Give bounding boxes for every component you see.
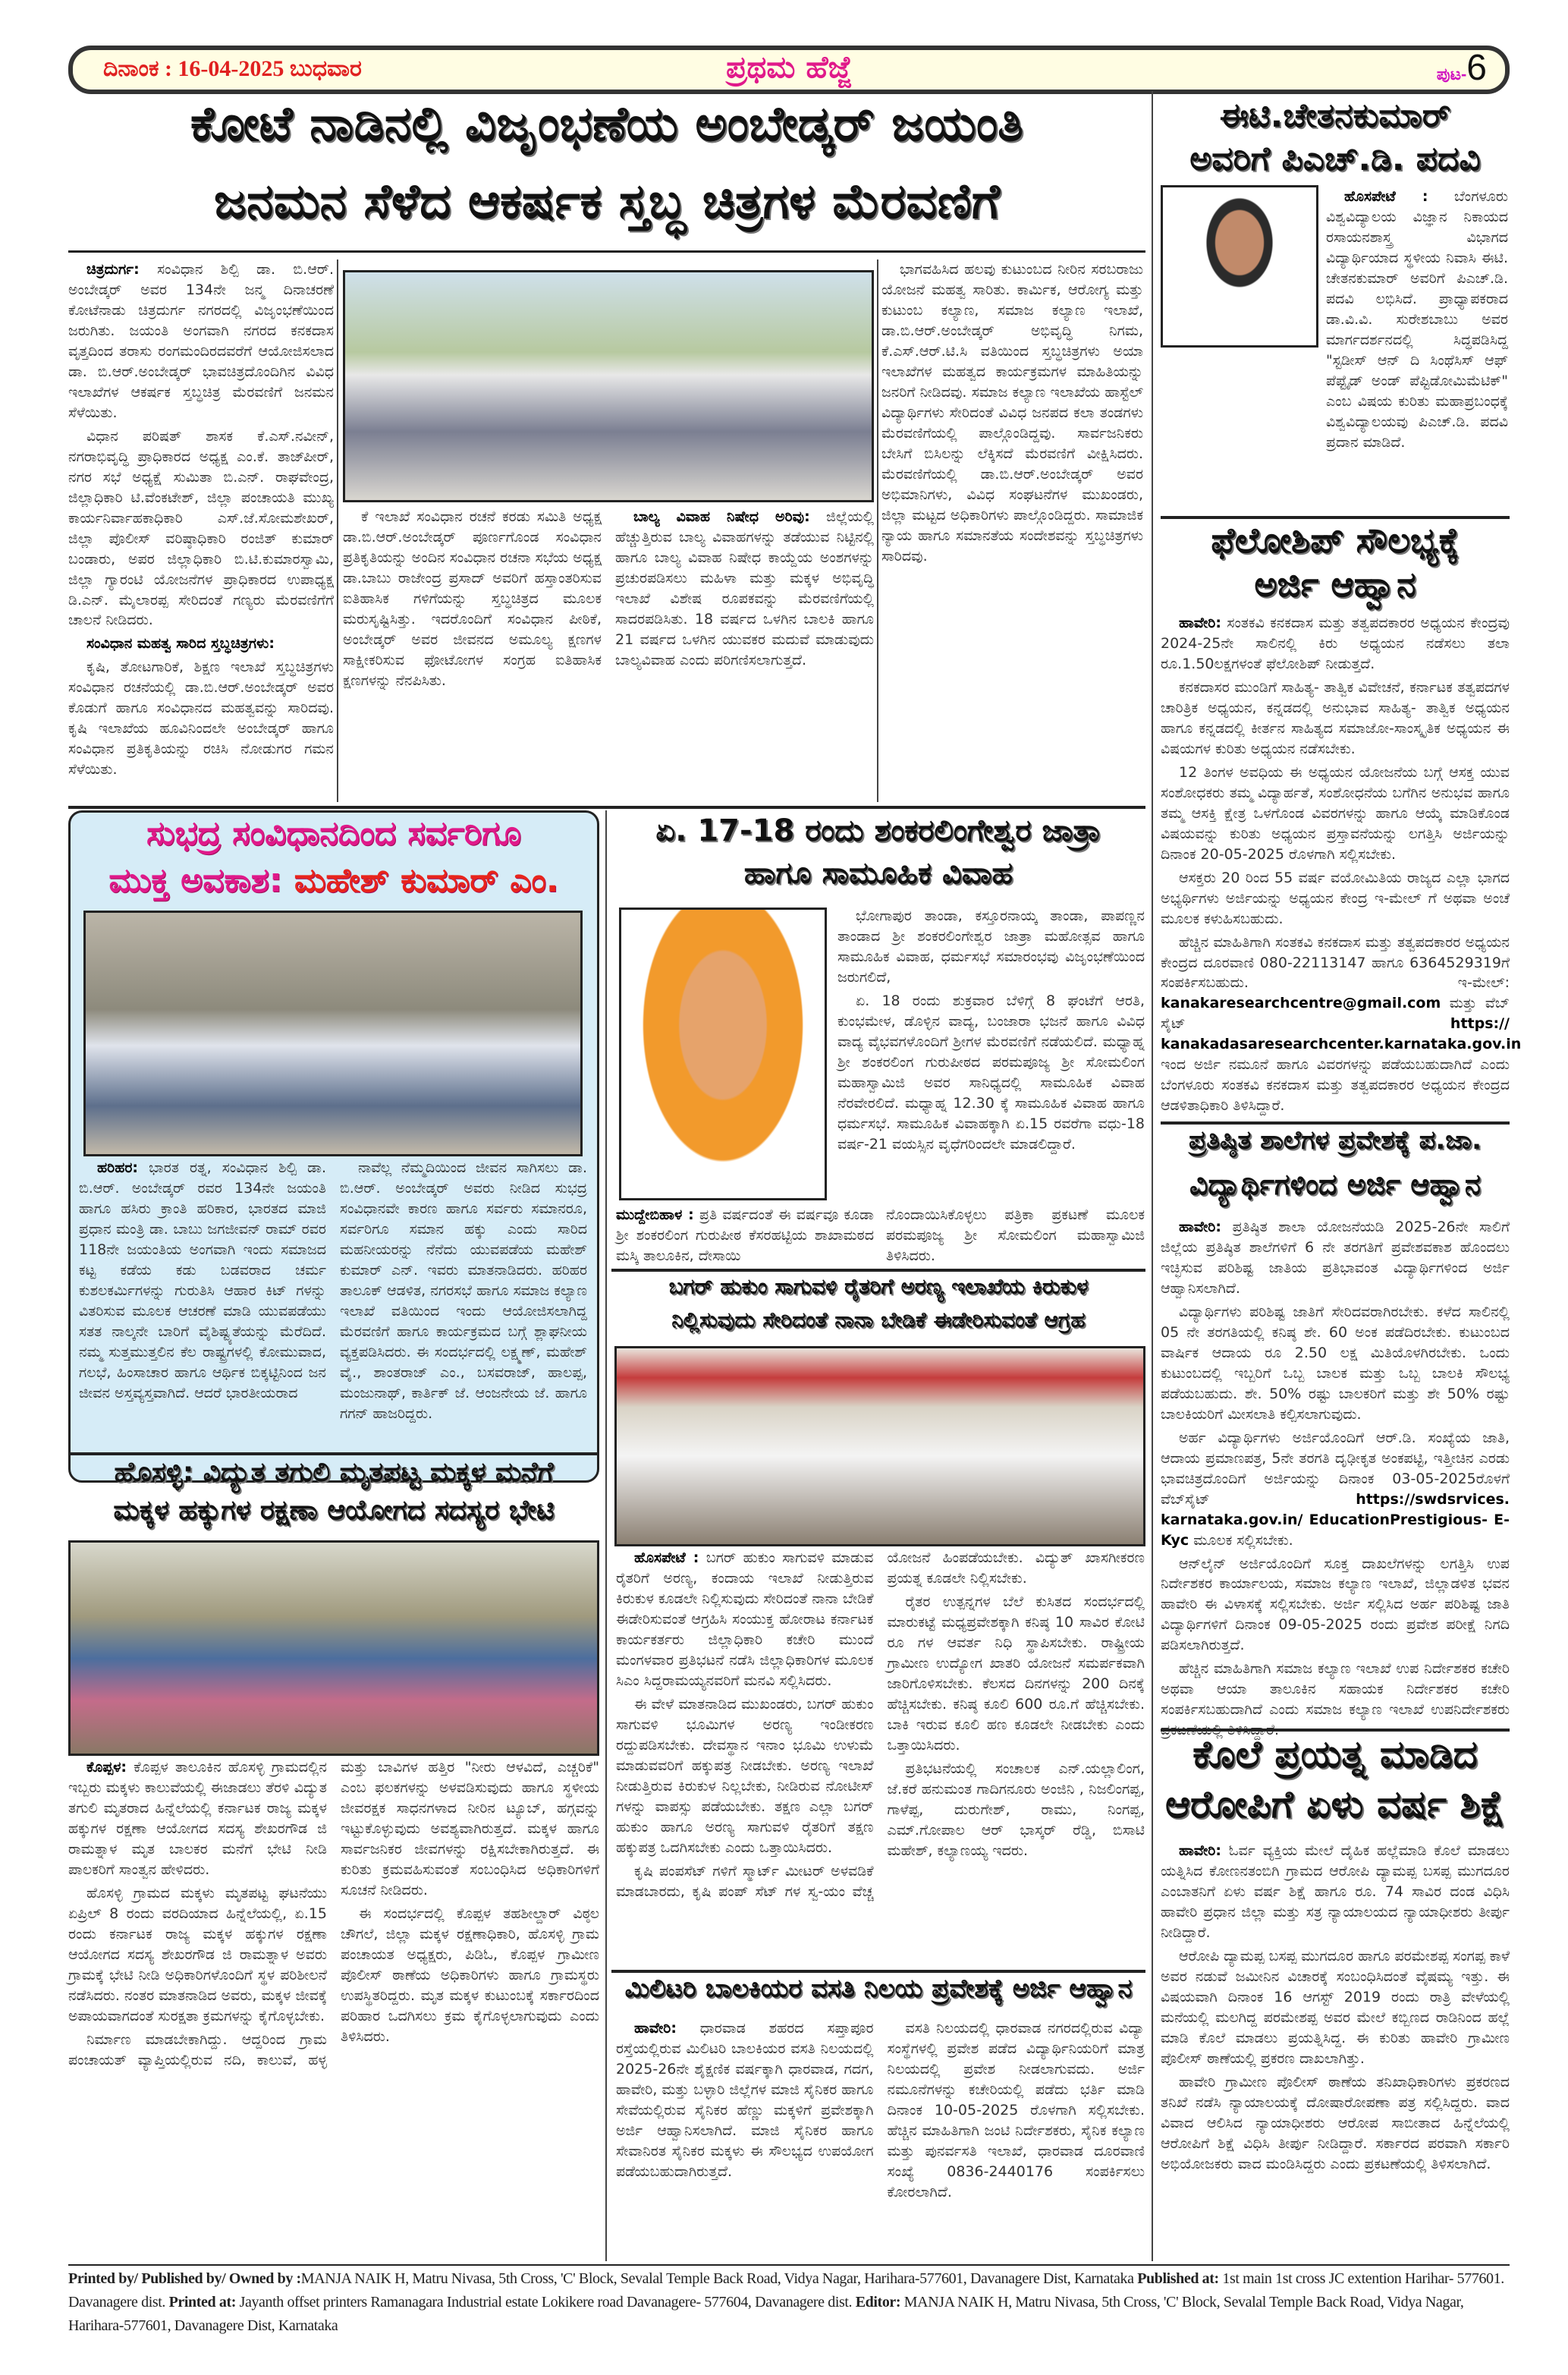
imprint-footer: Printed by/ Published by/ Owned by :MANJA NAIK H, Matru Nivasa, 5th Cross, 'C' Block, Sevalal Temple Back Road, Vidya Nagar, Harihara-577601, Davanagere Dist, Karnataka Published at: 1st main 1st cross JC extention Harihar- 577601. Davanagere dist. Printed at: Jayanth offset printers Ramanagara Industrial estate Lokikere road Davanagere- 577604, Davanagere dist. Editor: MANJA NAIK H, Matru Nivasa, 5th Cross, 'C' Block, Sevalal Temple Back Road, Vidya Nagar, Harihara-577601, Davanagere Dist, Karnataka xyxy=(68,2270,1504,2334)
murder-article: ಹಾವೇರಿ: ಓರ್ವ ವ್ಯಕ್ತಿಯ ಮೇಲೆ ದೈಹಿಕ ಹಲ್ಲೆಮಾಡಿ ಕೊಲೆ ಮಾಡಲು ಯತ್ನಿಸಿದ ಕೋಣನತಂಬಿಗಿ ಗ್ರಾಮದ ಆರೋಪಿ ದ್ಯಾಮಪ್ಪ ಬಸಪ್ಪ ಮುಗದೂರ ಎಂಬಾತನಿಗೆ ಏಳು ವರ್ಷ ಶಿಕ್ಷೆ ಹಾಗೂ ರೂ. 74 ಸಾವಿರ ದಂಡ ವಿಧಿಸಿ ಹಾವೇರಿ ಪ್ರಧಾನ ಜಿಲ್ಲಾ ಮತ್ತು ಸತ್ರ ನ್ಯಾಯಾಲಯದ ನ್ಯಾಯಾಧೀಶರು ತೀರ್ಪು ನೀಡಿದ್ದಾರೆ. ಆರೋಪಿ ದ್ಯಾಮಪ್ಪ ಬಸಪ್ಪ ಮುಗದೂರ ಹಾಗೂ ಪರಮೇಶಪ್ಪ ಸಂಗಪ್ಪ ಕಾಳೆ ಅವರ ನಡುವೆ ಜಮೀನಿನ ವಿಚಾರಕ್ಕೆ ಸಂಬಂಧಿಸಿದಂತೆ ವೈಷಮ್ಯ ಇತ್ತು. ಈ ವಿಷಯವಾಗಿ ದಿನಾಂಕ 16 ಆಗಸ್ಟ್ 2019 ರಂದು ರಾತ್ರಿ ವೇಳೆಯಲ್ಲಿ ಮನೆಯಲ್ಲಿ ಮಲಗಿದ್ದ ಪರಮೇಶಪ್ಪ ಅವರ ಮೇಲೆ ಕಬ್ಬಿಣದ ರಾಡಿನಿಂದ ಹಲ್ಲೆ ಮಾಡಿ ಕೊಲೆ ಮಾಡಲು ಪ್ರಯತ್ನಿಸಿದ್ದ. ಈ ಕುರಿತು ಹಾವೇರಿ ಗ್ರಾಮೀಣ ಪೊಲೀಸ್ ಠಾಣೆಯಲ್ಲಿ ಪ್ರಕರಣ ದಾಖಲಾಗಿತ್ತು. ಹಾವೇರಿ ಗ್ರಾಮೀಣ ಪೊಲೀಸ್ ಠಾಣೆಯ ತನಿಖಾಧಿಕಾರಿಗಳು ಪ್ರಕರಣದ ತನಿಖೆ ನಡೆಸಿ ನ್ಯಾಯಾಲಯಕ್ಕೆ ದೋಷಾರೋಪಣಾ ಪತ್ರ ಸಲ್ಲಿಸಿದ್ದರು. ವಾದ ವಿವಾದ ಆಲಿಸಿದ ನ್ಯಾಯಾಧೀಶರು ಆರೋಪ ಸಾಬೀತಾದ ಹಿನ್ನೆಲೆಯಲ್ಲಿ ಆರೋಪಿಗೆ ಶಿಕ್ಷೆ ವಿಧಿಸಿ ತೀರ್ಪು ನೀಡಿದ್ದಾರೆ. ಸರ್ಕಾರದ ಪರವಾಗಿ ಸರ್ಕಾರಿ ಅಭಿಯೋಜಕರು ವಾದ ಮಂಡಿಸಿದ್ದರು ಎಂದು ಪ್ರಕಟಣೆಯಲ್ಲಿ ತಿಳಿಸಲಾಗಿದೆ. xyxy=(1161,1842,1510,2172)
masthead: ಪ್ರಥಮ ಹೆಜ್ಜೆ xyxy=(726,50,852,85)
murder-headline-2: ಆರೋಪಿಗೆ ಏಳು ವರ್ಷ ಶಿಕ್ಷೆ xyxy=(1164,1782,1506,1826)
column-divider xyxy=(605,810,607,2261)
jatre-article: ಭೋಗಾಪುರ ತಾಂಡಾ, ಕಸ್ತೂರನಾಯ್ಕ ತಾಂಡಾ, ಪಾಪಣ್ಣನ ತಾಂಡಾದ ಶ್ರೀ ಶಂಕರಲಿಂಗೇಶ್ವರ ಜಾತ್ರಾ ಮಹೋತ್ಸವ ಹಾಗೂ ಸಾಮೂಹಿಕ ವಿವಾಹ, ಧರ್ಮಸಭೆ ಸಮಾರಂಭವು ವಿಜೃಂಭಣೆಯಿಂದ ಜರುಗಲಿದೆ, ಏ. 18 ರಂದು ಶುಕ್ರವಾರ ಬೆಳಿಗ್ಗೆ 8 ಘಂಟೆಗೆ ಆರತಿ, ಕುಂಭಮೇಳ, ಡೊಳ್ಳಿನ ವಾದ್ಯ, ಬಂಜಾರಾ ಭಜನೆ ಹಾಗೂ ವಿವಿಧ ವಾದ್ಯ ವೈಭವಗಳೊಂದಿಗೆ ಶ್ರೀಗಳ ಮೆರವಣಿಗೆ ನಡೆಯಲಿದೆ. ಮಧ್ಯಾಹ್ನ ಶ್ರೀ ಶಂಕರಲಿಂಗ ಗುರುಪೀಠದ ಪರಮಪೂಜ್ಯ ಶ್ರೀ ಸೋಮಲಿಂಗ ಮಹಾಸ್ವಾಮಿಜಿ ಅವರ ಸಾನಿಧ್ಯದಲ್ಲಿ ಸಾಮೂಹಿಕ ವಿವಾಹ ನೆರವೇರಲಿದೆ. ಮಧ್ಯಾಹ್ನ 12.30 ಕ್ಕೆ ಸಾಮೂಹಿಕ ವಿವಾಹ ಹಾಗೂ ಧರ್ಮಸಭೆ. ಸಾಮೂಹಿಕ ವಿವಾಹಕ್ಕಾಗಿ ಏ.15 ರವರೆಗಾ ವಧು-18 ವರ್ಷ-21 ವಯಸ್ಸಿನ ವೃಧೆಗರಿಂದಲೇ ಮಾಡಲಿದ್ದಾರೆ. xyxy=(837,908,1145,1153)
swamiji-portrait-photo xyxy=(619,908,827,1200)
lead-headline-2: ಜನಮನ ಸೆಳೆದ ಆಕರ್ಷಕ ಸ್ತಬ್ಧ ಚಿತ್ರಗಳ ಮೆರವಣಿಗೆ xyxy=(214,174,1000,230)
divider xyxy=(1161,1121,1510,1125)
bagar-headline-2: ನಿಲ್ಲಿಸುವುದು ಸೇರಿದಂತೆ ನಾನಾ ಬೇಡಿಕೆ ಈಡೇರಿಸುವಂತೆ ಆಗ್ರಹ xyxy=(671,1307,1086,1332)
fellowship-headline-2: ಅರ್ಜಿ ಆಹ್ವಾನ xyxy=(1254,564,1416,605)
column-divider xyxy=(877,260,878,802)
constitution-headline-2: ಮುಕ್ತ ಅವಕಾಶ: ಮಹೇಶ್ ಕುಮಾರ್ ಎಂ. xyxy=(108,861,559,900)
jatre-headline-2: ಹಾಗೂ ಸಾಮೂಹಿಕ ವಿವಾಹ xyxy=(743,856,1013,891)
divider xyxy=(68,2264,1510,2266)
bagar-headline-1: ಬಗರ್ ಹುಕುಂ ಸಾಗುವಳಿ ರೈತರಿಗೆ ಅರಣ್ಯ ಇಲಾಖೆಯ ಕಿರುಕುಳ xyxy=(668,1274,1089,1299)
phd-article: ಹೊಸಪೇಟೆ : ಬೆಂಗಳೂರು ವಿಶ್ವವಿದ್ಯಾಲಯ ವಿಜ್ಞಾನ ನಿಕಾಯದ ರಸಾಯನಶಾಸ್ತ್ರ ವಿಭಾಗದ ವಿದ್ಯಾರ್ಥಿಯಾದ ಸ್ಥಳೀಯ ನಿವಾಸಿ ಈಟಿ. ಚೇತನಕುಮಾರ್ ಅವರಿಗೆ ಪಿಎಚ್.ಡಿ. ಪದವಿ ಲಭಿಸಿದೆ. ಪ್ರಾಧ್ಯಾಪಕರಾದ ಡಾ.ವಿ.ವಿ. ಸುರೇಶಬಾಬು ಅವರ ಮಾರ್ಗದರ್ಶನದಲ್ಲಿ ಸಿದ್ಧಪಡಿಸಿದ್ದ "ಸ್ಟಡೀಸ್ ಆನ್ ದಿ ಸಿಂಥೆಸಿಸ್ ಆಫ್ ಪೆಪ್ಟೈಡ್ ಅಂಡ್ ಪೆಪ್ಟಿಡೋಮಿಮೆಟಿಕ್" ಎಂಬ ವಿಷಯ ಕುರಿತು ಮಹಾಪ್ರಬಂಧಕ್ಕೆ ವಿಶ್ವವಿದ್ಯಾಲಯವು ಪಿಎಚ್.ಡಿ. ಪದವಿ ಪ್ರದಾನ ಮಾಡಿದೆ. xyxy=(1326,188,1509,451)
lead-headline-1: ಕೋಟೆ ನಾಡಿನಲ್ಲಿ ವಿಜೃಂಭಣೆಯ ಅಂಬೇಡ್ಕರ್ ಜಯಂತಿ xyxy=(190,96,1024,153)
issue-date: ದಿನಾಂಕ : 16-04-2025 ಬುಧವಾರ xyxy=(103,56,362,81)
farmers-protest-photo xyxy=(614,1346,1145,1546)
fellowship-email[interactable]: kanakaresearchcentre@gmail.com xyxy=(1161,995,1441,1012)
fellowship-article: ಹಾವೇರಿ: ಸಂತಕವಿ ಕನಕದಾಸ ಮತ್ತು ತತ್ವಪದಕಾರರ ಅಧ್ಯಯನ ಕೇಂದ್ರವು 2024-25ನೇ ಸಾಲಿನಲ್ಲಿ ಕಿರು ಅಧ್ಯಯನ ನಡೆಸಲು ತಲಾ ರೂ.1.50ಲಕ್ಷಗಳಂತೆ ಫೆಲೋಶಿಪ್ ನೀಡುತ್ತದೆ. ಕನಕದಾಸರ ಮುಂಡಿಗೆ ಸಾಹಿತ್ಯ- ತಾತ್ವಿಕ ವಿವೇಚನೆ, ಕರ್ನಾಟಕ ತತ್ವಪದಗಳ ಚಾರಿತ್ರಿಕ ಅಧ್ಯಯನ, ಕನ್ನಡದಲ್ಲಿ ಅನುಭಾವ ಸಾಹಿತ್ಯ- ತಾತ್ವಿಕ ಅಧ್ಯಯನ ಹಾಗೂ ಕನ್ನಡದಲ್ಲಿ ಕೀರ್ತನ ಸಾಹಿತ್ಯದ ಸಮಾಜೋ-ಸಾಂಸ್ಕೃತಿಕ ಅಧ್ಯಯನ ಈ ವಿಷಯಗಳ ಕುರಿತು ಅಧ್ಯಯನ ನಡೆಸಬೇಕು. 12 ತಿಂಗಳ ಅವಧಿಯ ಈ ಅಧ್ಯಯನ ಯೋಜನೆಯ ಬಗ್ಗೆ ಆಸಕ್ತ ಯುವ ಸಂಶೋಧಕರು ತಮ್ಮ ವಿದ್ಯಾರ್ಹತೆ, ಸಂಶೋಧನೆಯ ಬಗೆಗಿನ ಅನುಭವ ಹಾಗೂ ತಮ್ಮ ಆಸಕ್ತಿ ಕ್ಷೇತ್ರ ಒಳಗೊಂಡ ವಿವರಗಳನ್ನು ಹಾಗೂ ಆಯ್ಕೆ ಮಾಡಿಕೊಂಡ ವಿಷಯವನ್ನು ಕುರಿತು ಅಧ್ಯಯನ ಪ್ರಸ್ತಾವನೆಯನ್ನು ಲಗತ್ತಿಸಿ ಅರ್ಜಿಯನ್ನು ದಿನಾಂಕ 20-05-2025 ರೊಳಗಾಗಿ ಸಲ್ಲಿಸಬೇಕು. ಆಸಕ್ತರು 20 ರಿಂದ 55 ವರ್ಷ ವಯೋಮಿತಿಯ ರಾಜ್ಯದ ಎಲ್ಲಾ ಭಾಗದ ಅಭ್ಯರ್ಥಿಗಳು ಅರ್ಜಿಯನ್ನು ಅಧ್ಯಯನ ಕೇಂದ್ರ ಇ-ಮೇಲ್ ಗೆ ಅಥವಾ ಅಂಚೆ ಮೂಲಕ ಕಳುಹಿಸಬಹುದು. ಹೆಚ್ಚಿನ ಮಾಹಿತಿಗಾಗಿ ಸಂತಕವಿ ಕನಕದಾಸ ಮತ್ತು ತತ್ವಪದಕಾರರ ಅಧ್ಯಯನ ಕೇಂದ್ರದ ದೂರವಾಣಿ 080-22113147 ಹಾಗೂ 6364529319ಗೆ ಸಂಪರ್ಕಿಸಬಹುದು. ಇ-ಮೇಲ್: kanakaresearchcentre@gmail.com ಮತ್ತು ವೆಬ್ ಸೈಟ್ https:// kanakadasaresearchcenter.karnataka.gov.in ಇಂದ ಅರ್ಜಿ ನಮೂನೆ ಹಾಗೂ ವಿವರಗಳನ್ನು ಪಡೆಯಬಹುದಾಗಿದೆ ಎಂದು ಬೆಂಗಳೂರು ಸಂತಕವಿ ಕನಕದಾಸ ಮತ್ತು ತತ್ವಪದಕಾರರ ಅಧ್ಯಯನ ಕೇಂದ್ರದ ಆಡಳಿತಾಧಿಕಾರಿ ತಿಳಿಸಿದ್ದಾರೆ. xyxy=(1161,615,1522,1115)
page-header xyxy=(68,46,1510,94)
column-divider xyxy=(1152,91,1153,2261)
column-divider xyxy=(337,260,338,802)
murder-headline-1: ಕೊಲೆ ಪ್ರಯತ್ನ ಮಾಡಿದ xyxy=(1192,1732,1478,1776)
page-label: ಪುಟ- xyxy=(1436,64,1467,83)
phd-headline-1: ಈಟಿ.ಚೇತನಕುಮಾರ್ xyxy=(1219,96,1451,135)
constitution-article: ಹರಿಹರ: ಭಾರತ ರತ್ನ, ಸಂವಿಧಾನ ಶಿಲ್ಪಿ ಡಾ. ಬಿ.ಆರ್. ಅಂಬೇಡ್ಕರ್ ರವರ 134ನೇ ಜಯಂತಿ ಹಾಗೂ ಹಸಿರು ಕ್ರಾಂತಿ ಹರಿಕಾರ, ಭಾರತದ ಮಾಜಿ ಪ್ರಧಾನ ಮಂತ್ರಿ ಡಾ. ಬಾಬು ಜಗಜೀವನ್ ರಾಮ್ ರವರ 118ನೇ ಜಯಂತಿಯ ಅಂಗವಾಗಿ ಇಂದು ಸಮಾಜದ ಕಟ್ಟ ಕಡೆಯ ಕಡು ಬಡವರಾದ ಚರ್ಮ ಕುಶಲಕರ್ಮಿಗಳನ್ನು ಗುರುತಿಸಿ ಆಹಾರ ಕಿಟ್ ಗಳನ್ನು ವಿತರಿಸುವ ಮೂಲಕ ಆಚರಣೆ ಮಾಡಿ ಯುವಪಡೆಯು ಸತತ ನಾಲ್ಕನೇ ಬಾರಿಗೆ ವೈಶಿಷ್ಟ್ಯತೆಯನ್ನು ಮೆರೆದಿದೆ. ನಮ್ಮ ಸುತ್ತಮುತ್ತಲಿನ ಕೆಲ ರಾಷ್ಟ್ರಗಳಲ್ಲಿ ಕೋಮುವಾದ, ಗಲಭೆ, ಹಿಂಸಾಚಾರ ಹಾಗೂ ಆರ್ಥಿಕ ಬಿಕ್ಕಟ್ಟಿನಿಂದ ಜನ ಜೀವನ ಅಸ್ತವ್ಯಸ್ತವಾಗಿದೆ. ಆದರೆ ಭಾರತೀಯರಾದ ನಾವೆಲ್ಲ ನೆಮ್ಮದಿಯಿಂದ ಜೀವನ ಸಾಗಿಸಲು ಡಾ. ಬಿ.ಆರ್. ಅಂಬೇಡ್ಕರ್ ಅವರು ನೀಡಿದ ಸುಭದ್ರ ಸಂವಿಧಾನವೇ ಕಾರಣ ಹಾಗೂ ಸರ್ವರು ಸಮಾನರೂ, ಸರ್ವರಿಗೂ ಸಮಾನ ಹಕ್ಕು ಎಂದು ಸಾರಿದ ಮಹನೀಯರನ್ನು ನೆನೆದು ಯುವಪಡೆಯ ಮಹೇಶ್ ಕುಮಾರ್ ಎನ್. ಇವರು ಮಾತನಾಡಿದರು. ಹರಿಹರ ತಾಲೂಕ್ ಆಡಳಿತ, ನಗರಸಭೆ ಹಾಗೂ ಸಮಾಜ ಕಲ್ಯಾಣ ಇಲಾಖೆ ವತಿಯಿಂದ ಇಂದು ಆಯೋಜಿಸಲಾಗಿದ್ದ ಮೆರವಣಿಗೆ ಹಾಗೂ ಕಾರ್ಯಕ್ರಮದ ಬಗ್ಗೆ ಶ್ಲಾಘನೀಯ ವ್ಯಕ್ತಪಡಿಸಿದರು. ಈ ಸಂದರ್ಭದಲ್ಲಿ ಲಕ್ಷ್ಮಣ್, ಮಹೇಶ್ ವೈ., ಶಾಂತರಾಜ್ ಎಂ., ಬಸವರಾಜ್, ಹಾಲಪ್ಪ, ಮಂಜುನಾಥ್, ಕಾರ್ತಿಕ್ ಜೆ. ಆಂಜನೇಯ ಜೆ. ಹಾಗೂ ಗಗನ್ ಹಾಜರಿದ್ದರು. xyxy=(79,1159,587,1422)
hosalli-headline-1: ಹೊಸಳ್ಳಿ: ವಿದ್ಯುತ ತಗುಲಿ ಮೃತಪಟ್ಟ ಮಕ್ಕಳ ಮನೆಗೆ xyxy=(114,1457,554,1488)
military-article: ಹಾವೇರಿ: ಧಾರವಾಡ ಶಹರದ ಸಪ್ತಾಪೂರ ರಸ್ತೆಯಲ್ಲಿರುವ ಮಿಲಿಟರಿ ಬಾಲಕಿಯರ ವಸತಿ ನಿಲಯದಲ್ಲಿ 2025-26ನೇ ಶೈಕ್ಷಣಿಕ ವರ್ಷಕ್ಕಾಗಿ ಧಾರವಾಡ, ಗದಗ, ಹಾವೇರಿ, ಮತ್ತು ಬಳ್ಳಾರಿ ಜಿಲ್ಲೆಗಳ ಮಾಜಿ ಸೈನಿಕರ ಹಾಗೂ ಸೇವೆಯಲ್ಲಿರುವ ಸೈನಿಕರ ಹೆಣ್ಣು ಮಕ್ಕಳಿಗೆ ಪ್ರವೇಶಕ್ಕಾಗಿ ಅರ್ಜಿ ಆಹ್ವಾನಿಸಲಾಗಿದೆ. ಮಾಜಿ ಸೈನಿಕರ ಹಾಗೂ ಸೇವಾನಿರತ ಸೈನಿಕರ ಮಕ್ಕಳು ಈ ಸೌಲಭ್ಯದ ಉಪಯೋಗ ಪಡೆಯಬಹುದಾಗಿರುತ್ತದೆ. ವಸತಿ ನಿಲಯದಲ್ಲಿ ಧಾರವಾಡ ನಗರದಲ್ಲಿರುವ ವಿದ್ಯಾ ಸಂಸ್ಥೆಗಳಲ್ಲಿ ಪ್ರವೇಶ ಪಡೆದ ವಿದ್ಯಾರ್ಥಿನಿಯರಿಗೆ ಮಾತ್ರ ನಿಲಯದಲ್ಲಿ ಪ್ರವೇಶ ನೀಡಲಾಗುವದು. ಅರ್ಜಿ ನಮೂನೆಗಳನ್ನು ಕಚೇರಿಯಲ್ಲಿ ಪಡೆದು ಭರ್ತಿ ಮಾಡಿ ದಿನಾಂಕ 10-05-2025 ರೊಳಗಾಗಿ ಸಲ್ಲಿಸಬೇಕು. ಹೆಚ್ಚಿನ ಮಾಹಿತಿಗಾಗಿ ಜಂಟಿ ನಿರ್ದೇಶಕರು, ಸೈನಿಕ ಕಲ್ಯಾಣ ಮತ್ತು ಪುನರ್ವಸತಿ ಇಲಾಖೆ, ಧಾರವಾಡ ದೂರವಾಣಿ ಸಂಖ್ಯೆ 0836-2440176 ಸಂಪರ್ಕಿಸಲು ಕೋರಲಾಗಿದೆ. xyxy=(616,2020,1145,2200)
fellowship-website-link[interactable]: https:// kanakadasaresearchcenter.karnataka.gov.in xyxy=(1161,1015,1522,1053)
divider xyxy=(1161,516,1510,519)
school-headline-1: ಪ್ರತಿಷ್ಠಿತ ಶಾಲೆಗಳ ಪ್ರವೇಶಕ್ಕೆ ಪ.ಜಾ. xyxy=(1188,1125,1482,1156)
fellowship-headline-1: ಫೆಲೋಶಿಪ್ ಸೌಲಭ್ಯಕ್ಕೆ xyxy=(1211,520,1460,561)
divider xyxy=(1161,1729,1510,1732)
bagar-article: ಹೊಸಪೇಟೆ : ಬಗರ್ ಹುಕುಂ ಸಾಗುವಳಿ ಮಾಡುವ ರೈತರಿಗೆ ಅರಣ್ಯ, ಕಂದಾಯ ಇಲಾಖೆ ನೀಡುತ್ತಿರುವ ಕಿರುಕುಳ ಕೂಡಲೇ ನಿಲ್ಲಿಸುವುದು ಸೇರಿದಂತೆ ನಾನಾ ಬೇಡಿಕೆ ಈಡೇರಿಸುವಂತೆ ಆಗ್ರಹಿಸಿ ಸಂಯುಕ್ತ ಹೋರಾಟ ಕರ್ನಾಟಕ ಕಾರ್ಯಕರ್ತರು ಜಿಲ್ಲಾಧಿಕಾರಿ ಕಚೇರಿ ಮುಂದೆ ಮಂಗಳವಾರ ಪ್ರತಿಭಟನೆ ನಡೆಸಿ ಜಿಲ್ಲಾಧಿಕಾರಿಗಳ ಮೂಲಕ ಸಿಎಂ ಸಿದ್ದರಾಮಯ್ಯನವರಿಗೆ ಮನವಿ ಸಲ್ಲಿಸಿದರು. ಈ ವೇಳೆ ಮಾತನಾಡಿದ ಮುಖಂಡರು, ಬಗರ್ ಹುಕುಂ ಸಾಗುವಳಿ ಭೂಮಿಗಳ ಅರಣ್ಯ ಇಂಡೀಕರಣ ರದ್ದುಪಡಿಸಬೇಕು. ದೇವಸ್ಥಾನ ಇನಾಂ ಭೂಮಿ ಉಳುಮೆ ಮಾಡುವವರಿಗೆ ಹಕ್ಕುಪತ್ರ ನೀಡಬೇಕು. ಅರಣ್ಯ ಇಲಾಖೆ ನೀಡುತ್ತಿರುವ ಕಿರುಕುಳ ನಿಲ್ಲಬೇಕು, ನೀಡಿರುವ ನೋಟೀಸ್ ಗಳನ್ನು ವಾಪಸ್ಸು ಪಡೆಯಬೇಕು. ತಕ್ಷಣ ಎಲ್ಲಾ ಬಗರ್ ಹುಕುಂ ಹಾಗೂ ಅರಣ್ಯ ಸಾಗುವಳಿ ರೈತರಿಗೆ ತಕ್ಷಣ ಹಕ್ಕುಪತ್ರ ಒದಗಿಸಬೇಕು ಎಂದು ಒತ್ತಾಯಿಸಿದರು. ಕೃಷಿ ಪಂಪಸೆಟ್ ಗಳಿಗೆ ಸ್ಮಾರ್ಟ್ ಮೀಟರ್ ಅಳವಡಿಕೆ ಮಾಡಬಾರದು, ಕೃಷಿ ಪಂಪ್ ಸೆಟ್ ಗಳ ಸ್ವ-ಯಂ ವೆಚ್ಚ ಯೋಜನೆ ಹಿಂಪಡೆಯಬೇಕು. ವಿದ್ಯುತ್ ಖಾಸಗೀಕರಣ ಪ್ರಯತ್ನ ಕೂಡಲೇ ನಿಲ್ಲಿಸಬೇಕು. ರೈತರ ಉತ್ಪನ್ನಗಳ ಬೆಲೆ ಕುಸಿತದ ಸಂದರ್ಭದಲ್ಲಿ ಮಾರುಕಟ್ಟೆ ಮಧ್ಯಪ್ರವೇಶಕ್ಕಾಗಿ ಕನಿಷ್ಠ 10 ಸಾವಿರ ಕೋಟಿ ರೂ ಗಳ ಆವರ್ತ ನಿಧಿ ಸ್ಥಾಪಿಸಬೇಕು. ರಾಷ್ಟ್ರೀಯ ಗ್ರಾಮೀಣ ಉದ್ಯೋಗ ಖಾತರಿ ಯೋಜನೆ ಸಮರ್ಪಕವಾಗಿ ಜಾರಿಗೊಳಿಸಬೇಕು. ಕೆಲಸದ ದಿನಗಳನ್ನು 200 ದಿನಕ್ಕೆ ಹೆಚ್ಚಿಸಬೇಕು. ಕನಿಷ್ಠ ಕೂಲಿ 600 ರೂ.ಗೆ ಹೆಚ್ಚಿಸಬೇಕು. ಬಾಕಿ ಇರುವ ಕೂಲಿ ಹಣ ಕೂಡಲೇ ನೀಡಬೇಕು ಎಂದು ಒತ್ತಾಯಿಸಿದರು. ಪ್ರತಿಭಟನೆಯಲ್ಲಿ ಸಂಚಾಲಕ ಎನ್.ಯಲ್ಲಾಲಿಂಗ, ಜೆ.ಕರೆ ಹನುಮಂತ ಗಾದಿಗನೂರು ಅಂಜಿನಿ , ನಿಜಲಿಂಗಪ್ಪ, ಗಾಳೆಪ್ಪ, ದುರುಗೇಶ್, ರಾಮು, ನಿಂಗಪ್ಪ, ಎಮ್.ಗೋಪಾಲ ಆರ್ ಭಾಸ್ಕರ್ ರೆಡ್ಡಿ, ಬಿಸಾಟಿ ಮಹೇಶ್, ಕಲ್ಯಾಣಯ್ಯ ಇದರು. xyxy=(616,1549,1145,1900)
lead-article-cols-2-3: ಕೆ ಇಲಾಖೆ ಸಂವಿಧಾನ ರಚನೆ ಕರಡು ಸಮಿತಿ ಅಧ್ಯಕ್ಷ ಡಾ.ಬಿ.ಆರ್.ಅಂಬೇಡ್ಕರ್ ಪೂರ್ಣಗೊಂಡ ಸಂವಿಧಾನ ಪ್ರತಿಕೃತಿಯನ್ನು ಅಂದಿನ ಸಂವಿಧಾನ ರಚನಾ ಸಭೆಯ ಅಧ್ಯಕ್ಷ ಡಾ.ಬಾಬು ರಾಜೇಂದ್ರ ಪ್ರಸಾದ್ ಅವರಿಗೆ ಹಸ್ತಾಂತರಿಸುವ ಐತಿಹಾಸಿಕ ಗಳಿಗೆಯನ್ನು ಸ್ತಬ್ಧಚಿತ್ರದ ಮೂಲಕ ಮರುಸೃಷ್ಟಿಸಿತ್ತು. ಇದರೊಂದಿಗೆ ಸಂವಿಧಾನ ಪೀಠಿಕೆ, ಅಂಬೇಡ್ಕರ್ ಅವರ ಜೀವನದ ಅಮೂಲ್ಯ ಕ್ಷಣಗಳ ಸಾಕ್ಷೀಕರಿಸುವ ಫೋಟೋಗಳ ಸಂಗ್ರಹ ಐತಿಹಾಸಿಕ ಕ್ಷಣಗಳನ್ನು ನೆನಪಿಸಿತು. ಬಾಲ್ಯ ವಿವಾಹ ನಿಷೇಧ ಅರಿವು: ಜಿಲ್ಲೆಯಲ್ಲಿ ಹೆಚ್ಚುತ್ತಿರುವ ಬಾಲ್ಯ ವಿವಾಹಗಳನ್ನು ತಡೆಯುವ ನಿಟ್ಟಿನಲ್ಲಿ ಹಾಗೂ ಬಾಲ್ಯ ವಿವಾಹ ನಿಷೇಧ ಕಾಯ್ದೆಯ ಅಂಶಗಳನ್ನು ಪ್ರಚುರಪಡಿಸಲು ಮಹಿಳಾ ಮತ್ತು ಮಕ್ಕಳ ಅಭಿವೃದ್ಧಿ ಇಲಾಖೆ ವಿಶೇಷ ರೂಪಕವನ್ನು ಮೆರವಣಿಗೆಯಲ್ಲಿ ಸಾದರಪಡಿಸಿತು. 18 ವರ್ಷದ ಒಳಗಿನ ಬಾಲಕಿ ಹಾಗೂ 21 ವರ್ಷದ ಒಳಗಿನ ಯುವಕರ ಮದುವೆ ಮಾಡುವುದು ಬಾಲ್ಯವಿವಾಹ ಎಂದು ಪರಿಗಣಿಸಲಾಗುತ್ತದೆ. xyxy=(343,508,875,689)
food-kit-distribution-photo xyxy=(83,911,583,1156)
divider xyxy=(68,1452,599,1455)
jatre-caption-col-2: ನೊಂದಾಯಿಸಿಕೊಳ್ಳಲು ಪತ್ರಿಕಾ ಪ್ರಕಟಣೆ ಮೂಲಕ ಪರಮಪೂಜ್ಯ ಶ್ರೀ ಸೋಮಲಿಂಗ ಮಹಾಸ್ವಾಮಿಜಿ ತಿಳಿಸಿದರು. xyxy=(886,1206,1145,1264)
lead-article-col-1: ಚಿತ್ರದುರ್ಗ: ಸಂವಿಧಾನ ಶಿಲ್ಪಿ ಡಾ. ಬಿ.ಆರ್. ಅಂಬೇಡ್ಕರ್ ಅವರ 134ನೇ ಜನ್ಮ ದಿನಾಚರಣೆ ಕೋಟೆನಾಡು ಚಿತ್ರದುರ್ಗ ನಗರದಲ್ಲಿ ವಿಜೃಂಭಣೆಯಿಂದ ಜರುಗಿತು. ಜಯಂತಿ ಅಂಗವಾಗಿ ನಗರದ ಕನಕದಾಸ ವೃತ್ತದಿಂದ ತರಾಸು ರಂಗಮಂದಿರದವರೆಗೆ ಆಯೋಜಿಸಲಾದ ಡಾ. ಬಿ.ಆರ್.ಅಂಬೇಡ್ಕರ್ ಭಾವಚಿತ್ರದೊಂದಿಗಿನ ವಿವಿಧ ಇಲಾಖೆಗಳ ಆಕರ್ಷಕ ಸ್ತಬ್ಧಚಿತ್ರ ಮೆರವಣಿಗೆ ಜನಮನ ಸೆಳೆಯಿತು. ವಿಧಾನ ಪರಿಷತ್ ಶಾಸಕ ಕೆ.ಎಸ್.ನವೀನ್, ನಗರಾಭಿವೃದ್ಧಿ ಪ್ರಾಧಿಕಾರದ ಅಧ್ಯಕ್ಷ ಎಂ.ಕೆ. ತಾಜ್‍ಪೀರ್, ನಗರ ಸಭೆ ಅಧ್ಯಕ್ಷೆ ಸುಮಿತಾ ಬಿ.ಎನ್. ರಾಘವೇಂದ್ರ, ಜಿಲ್ಲಾಧಿಕಾರಿ ಟಿ.ವೆಂಕಟೇಶ್, ಜಿಲ್ಲಾ ಪಂಚಾಯತಿ ಮುಖ್ಯ ಕಾರ್ಯನಿರ್ವಾಹಕಾಧಿಕಾರಿ ಎಸ್.ಜೆ.ಸೋಮಶೇಖರ್, ಜಿಲ್ಲಾ ಪೊಲೀಸ್ ವರಿಷ್ಠಾಧಿಕಾರಿ ರಂಜಿತ್ ಕುಮಾರ್ ಬಂಡಾರು, ಅಪರ ಜಿಲ್ಲಾಧಿಕಾರಿ ಬಿ.ಟಿ.ಕುಮಾರಸ್ವಾಮಿ, ಜಿಲ್ಲಾ ಗ್ಯಾರಂಟಿ ಯೋಜನೆಗಳ ಪ್ರಾಧಿಕಾರದ ಉಪಾಧ್ಯಕ್ಷ ಡಿ.ಎನ್. ಮೈಲಾರಪ್ಪ ಸೇರಿದಂತೆ ಗಣ್ಯರು ಮೆರವಣಿಗೆಗೆ ಚಾಲನೆ ನೀಡಿದರು. ಸಂವಿಧಾನ ಮಹತ್ವ ಸಾರಿದ ಸ್ತಬ್ಧಚಿತ್ರಗಳು: ಕೃಷಿ, ತೋಟಗಾರಿಕೆ, ಶಿಕ್ಷಣ ಇಲಾಖೆ ಸ್ತಬ್ಧಚಿತ್ರಗಳು ಸಂವಿಧಾನ ರಚನೆಯಲ್ಲಿ ಡಾ.ಬಿ.ಆರ್.ಅಂಬೇಡ್ಕರ್ ಅವರ ಕೊಡುಗೆ ಹಾಗೂ ಸಂವಿಧಾನದ ಮಹತ್ವವನ್ನು ಸಾರಿದವು. ಕೃಷಿ ಇಲಾಖೆಯ ಹೂವಿನಿಂದಲೇ ಅಂಬೇಡ್ಕರ್ ಹಾಗೂ ಸಂವಿಧಾನ ಪ್ರತಿಕೃತಿಯನ್ನು ರಚಿಸಿ ನೋಡುಗರ ಗಮನ ಸೆಳೆಯಿತು. xyxy=(68,261,334,779)
divider xyxy=(611,1970,1145,1973)
constitution-headline-1: ಸುಭದ್ರ ಸಂವಿಧಾನದಿಂದ ಸರ್ವರಿಗೂ xyxy=(146,814,521,853)
ambedkar-procession-photo xyxy=(343,270,874,502)
divider xyxy=(68,806,1145,809)
phd-headline-2: ಅವರಿಗೆ ಪಿಎಚ್.ಡಿ. ಪದವಿ xyxy=(1189,140,1481,178)
page-number: ಪುಟ-6 xyxy=(1436,48,1487,88)
commission-visit-photo xyxy=(68,1540,599,1756)
jatre-caption-col-1: ಮುದ್ದೇಬಿಹಾಳ : ಪ್ರತಿ ವರ್ಷದಂತೆ ಈ ವರ್ಷವೂ ಕೂಡಾ ಶ್ರೀ ಶಂಕರಲಿಂಗ ಗುರುಪೀಠ ಕೆಸರಹಟ್ಟಿಯ ಶಾಖಾಮಠದ ಮಸ್ಕಿ ತಾಲೂಕಿನ, ದೇಸಾಯಿ xyxy=(616,1206,874,1264)
military-headline: ಮಿಲಿಟರಿ ಬಾಲಕಿಯರ ವಸತಿ ನಿಲಯ ಪ್ರವೇಶಕ್ಕೆ ಅರ್ಜಿ ಆಹ್ವಾನ xyxy=(624,1974,1133,2004)
divider xyxy=(68,250,1145,253)
lead-article-col-4: ಭಾಗವಹಿಸಿದ ಹಲವು ಕುಟುಂಬದ ನೀರಿನ ಸರಬರಾಜು ಯೋಜನೆ ಮಹತ್ವ ಸಾರಿತು. ಕಾರ್ಮಿಕ, ಆರೋಗ್ಯ ಮತ್ತು ಕುಟುಂಬ ಕಲ್ಯಾಣ, ಸಮಾಜ ಕಲ್ಯಾಣ ಇಲಾಖೆ, ಡಾ.ಬಿ.ಆರ್.ಅಂಬೇಡ್ಕರ್ ಅಭಿವೃದ್ಧಿ ನಿಗಮ, ಕೆ.ಎಸ್.ಆರ್.ಟಿ.ಸಿ ವತಿಯಿಂದ ಸ್ತಬ್ಧಚಿತ್ರಗಳು ಅಯಾ ಇಲಾಖೆಗಳ ಮಹತ್ವದ ಕಾರ್ಯಕ್ರಮಗಳ ಮಾಹಿತಿಯನ್ನು ಜನರಿಗೆ ನೀಡಿದವು. ಸಮಾಜ ಕಲ್ಯಾಣ ಇಲಾಖೆಯ ಹಾಸ್ಟೆಲ್ ವಿದ್ಯಾರ್ಥಿಗಳು ಸೇರಿದಂತೆ ವಿವಿಧ ಜನಪದ ಕಲಾ ತಂಡಗಳು ಮೆರವಣಿಗೆಯಲ್ಲಿ ಪಾಲ್ಗೊಂಡಿದ್ದವು. ಸಾರ್ವಜನಿಕರು ಬೇಸಿಗೆ ಬಿಸಿಲನ್ನು ಲೆಕ್ಕಿಸದೆ ಮೆರವಣಿಗೆ ವೀಕ್ಷಿಸಿದರು. ಮೆರವಣಿಗೆಯಲ್ಲಿ ಡಾ.ಬಿ.ಆರ್.ಅಂಬೇಡ್ಕರ್ ಅವರ ಅಭಿಮಾನಿಗಳು, ವಿವಿಧ ಸಂಘಟನೆಗಳ ಮುಖಂಡರು, ಜಿಲ್ಲಾ ಮಟ್ಟದ ಅಧಿಕಾರಿಗಳು ಪಾಲ್ಗೊಂಡಿದ್ದರು. ಸಾಮಾಜಿಕ ನ್ಯಾಯ ಹಾಗೂ ಸಮಾನತೆಯ ಸಂದೇಶವನ್ನು ಸ್ತಬ್ಧಚಿತ್ರಗಳು ಸಾರಿದವು. xyxy=(881,261,1143,565)
school-website-link[interactable]: https://swdsrvices. karnataka.gov.in/ EducationPrestigious- E-Kyc xyxy=(1161,1490,1510,1549)
school-article: ಹಾವೇರಿ: ಪ್ರತಿಷ್ಠಿತ ಶಾಲಾ ಯೋಜನೆಯಡಿ 2025-26ನೇ ಸಾಲಿಗೆ ಜಿಲ್ಲೆಯ ಪ್ರತಿಷ್ಠಿತ ಶಾಲೆಗಳಿಗೆ 6 ನೇ ತರಗತಿಗೆ ಪ್ರವೇಶವಕಾಶ ಹೊಂದಲು ಇಚ್ಛಿಸುವ ಪರಿಶಿಷ್ಟ ಜಾತಿಯ ಪ್ರತಿಭಾವಂತ ವಿದ್ಯಾರ್ಥಿಗಳಿಂದ ಅರ್ಜಿ ಆಹ್ವಾನಿಸಲಾಗಿದೆ. ವಿದ್ಯಾರ್ಥಿಗಳು ಪರಿಶಿಷ್ಟ ಜಾತಿಗೆ ಸೇರಿದವರಾಗಿರಬೇಕು. ಕಳೆದ ಸಾಲಿನಲ್ಲಿ 05 ನೇ ತರಗತಿಯಲ್ಲಿ ಕನಿಷ್ಠ ಶೇ. 60 ಅಂಕ ಪಡೆದಿರಬೇಕು. ಕುಟುಂಬದ ವಾರ್ಷಿಕ ಆದಾಯ ರೂ 2.50 ಲಕ್ಷ ಮಿತಿಯೊಳಗಿರಬೇಕು. ಒಂದು ಕುಟುಂಬದಲ್ಲಿ ಇಬ್ಬರಿಗೆ ಒಬ್ಬ ಬಾಲಕ ಮತ್ತು ಒಬ್ಬ ಬಾಲಕಿ ಸೌಲಭ್ಯ ಪಡೆಯಬಹುದು. ಶೇ. 50% ರಷ್ಟು ಬಾಲಕರಿಗೆ ಮತ್ತು ಶೇ 50% ರಷ್ಟು ಬಾಲಕಿಯರಿಗೆ ಮೀಸಲಾತಿ ಕಲ್ಪಿಸಲಾಗುವುದು. ಅರ್ಹ ವಿದ್ಯಾರ್ಥಿಗಳು ಅರ್ಜಿಯೊಂದಿಗೆ ಆರ್.ಡಿ. ಸಂಖ್ಯೆಯ ಜಾತಿ, ಆದಾಯ ಪ್ರಮಾಣಪತ್ರ, 5ನೇ ತರಗತಿ ದೃಢೀಕೃತ ಅಂಕಪಟ್ಟಿ, ಇತ್ತೀಚಿನ ಎರಡು ಭಾವಚಿತ್ರದೊಂದಿಗೆ ಅರ್ಜಿಯನ್ನು ದಿನಾಂಕ 03-05-2025ರೊಳಗೆ ವೆಬ್‌ಸೈಟ್ https://swdsrvices. karnataka.gov.in/ EducationPrestigious- E-Kyc ಮೂಲಕ ಸಲ್ಲಿಸಬೇಕು. ಆನ್‌ಲೈನ್ ಅರ್ಜಿಯೊಂದಿಗೆ ಸೂಕ್ತ ದಾಖಲೆಗಳನ್ನು ಲಗತ್ತಿಸಿ ಉಪ ನಿರ್ದೇಶಕರ ಕಾರ್ಯಾಲಯ, ಸಮಾಜ ಕಲ್ಯಾಣ ಇಲಾಖೆ, ಜಿಲ್ಲಾಡಳಿತ ಭವನ ಹಾವೇರಿ ಈ ವಿಳಾಸಕ್ಕೆ ಸಲ್ಲಿಸಬೇಕು. ಅರ್ಜಿ ಸಲ್ಲಿಸಿದ ಅರ್ಹ ಪರಿಶಿಷ್ಟ ಜಾತಿ ವಿದ್ಯಾರ್ಥಿಗಳಿಗೆ ದಿನಾಂಕ 09-05-2025 ರಂದು ಪ್ರವೇಶ ಪರೀಕ್ಷೆ ನಿಗದಿ ಪಡಿಸಲಾಗಿರುತ್ತದೆ. ಹೆಚ್ಚಿನ ಮಾಹಿತಿಗಾಗಿ ಸಮಾಜ ಕಲ್ಯಾಣ ಇಲಾಖೆ ಉಪ ನಿರ್ದೇಶಕರ ಕಚೇರಿ ಅಥವಾ ಆಯಾ ತಾಲೂಕಿನ ಸಹಾಯಕ ನಿರ್ದೇಶಕರ ಕಚೇರಿ ಸಂಪರ್ಕಿಸಬಹುದಾಗಿದೆ ಎಂದು ಸಮಾಜ ಕಲ್ಯಾಣ ಇಲಾಖೆ ಉಪನಿರ್ದೇಶಕರು xyxy=(1161,1219,1510,1719)
jatre-headline-1: ಏ. 17-18 ರಂದು ಶಂಕರಲಿಂಗೇಶ್ವರ ಜಾತ್ರಾ xyxy=(655,813,1101,848)
divider xyxy=(611,1269,1145,1272)
school-headline-2: ವಿದ್ಯಾರ್ಥಿಗಳಿಂದ ಅರ್ಜಿ ಆಹ್ವಾನ xyxy=(1189,1168,1482,1201)
hosalli-article: ಕೊಪ್ಪಳ: ಕೊಪ್ಪಳ ತಾಲೂಕಿನ ಹೊಸಳ್ಳಿ ಗ್ರಾಮದಲ್ಲಿನ ಇಬ್ಬರು ಮಕ್ಕಳು ಕಾಲುವೆಯಲ್ಲಿ ಈಜಾಡಲು ತೆರಳಿ ವಿದ್ಯುತ ತಗುಲಿ ಮೃತರಾದ ಹಿನ್ನೆಲೆಯಲ್ಲಿ ಕರ್ನಾಟಕ ರಾಜ್ಯ ಮಕ್ಕಳ ಹಕ್ಕುಗಳ ರಕ್ಷಣಾ ಆಯೋಗದ ಸದಸ್ಯ ಶೇಖರಗೌಡ ಜಿ ರಾಮತ್ನಾಳ ಮೃತ ಬಾಲಕರ ಮನೆಗೆ ಭೇಟಿ ನೀಡಿ ಪಾಲಕರಿಗೆ ಸಾಂತ್ವನ ಹೇಳಿದರು. ಹೊಸಳ್ಳಿ ಗ್ರಾಮದ ಮಕ್ಕಳು ಮೃತಪಟ್ಟ ಘಟನೆಯು ಏಪ್ರಿಲ್ 8 ರಂದು ವರದಿಯಾದ ಹಿನ್ನೆಲೆಯಲ್ಲಿ, ಏ.15 ರಂದು ಕರ್ನಾಟಕ ರಾಜ್ಯ ಮಕ್ಕಳ ಹಕ್ಕುಗಳ ರಕ್ಷಣಾ ಆಯೋಗದ ಸದಸ್ಯ ಶೇಖರಗೌಡ ಜಿ ರಾಮತ್ನಾಳ ಅವರು ಗ್ರಾಮಕ್ಕೆ ಭೇಟಿ ನೀಡಿ ಅಧಿಕಾರಿಗಳೊಂದಿಗೆ ಸ್ಥಳ ಪರಿಶೀಲನೆ ನಡೆಸಿದರು. ನಂತರ ಮಾತನಾಡಿದ ಅವರು, ಮಕ್ಕಳ ಜೀವಕ್ಕೆ ಅಪಾಯವಾಗದಂತೆ ಸುರಕ್ಷತಾ ಕ್ರಮಗಳನ್ನು ಕೈಗೊಳ್ಳಬೇಕು. ನಿರ್ಮಾಣ ಮಾಡಬೇಕಾಗಿದ್ದು. ಆದ್ದರಿಂದ ಗ್ರಾಮ ಪಂಚಾಯತ್ ವ್ಯಾಪ್ತಿಯಲ್ಲಿರುವ ನದಿ, ಕಾಲುವೆ, ಹಳ್ಳ ಮತ್ತು ಬಾವಿಗಳ ಹತ್ತಿರ "ನೀರು ಆಳವಿದೆ, ಎಚ್ಚರಿಕೆ" ಎಂಬ ಫಲಕಗಳನ್ನು ಅಳವಡಿಸುವುದು ಹಾಗೂ ಸ್ಥಳೀಯ ಜೀವರಕ್ಷಕ ಸಾಧನಗಳಾದ ನೀರಿನ ಟ್ಯೂಬ್, ಹಗ್ಗವನ್ನು ಇಟ್ಟುಕೊಳ್ಳುವುದು ಅವಶ್ಯವಾಗಿರುತ್ತದೆ. ಮಕ್ಕಳ ಹಾಗೂ ಸಾರ್ವಜನಿಕರ ಜೀವಗಳನ್ನು ರಕ್ಷಿಸಬೇಕಾಗಿರುತ್ತದೆ. ಈ ಕುರಿತು ಕ್ರಮವಹಿಸುವಂತೆ ಸಂಬಂಧಿಸಿದ ಅಧಿಕಾರಿಗಳಿಗೆ ಸೂಚನೆ ನೀಡಿದರು. ಈ ಸಂದರ್ಭದಲ್ಲಿ ಕೊಪ್ಪಳ ತಹಶೀಲ್ದಾರ್ ವಿಠ್ಠಲ ಚೌಗಲೆ, ಜಿಲ್ಲಾ ಮಕ್ಕಳ ರಕ್ಷಣಾಧಿಕಾರಿ, ಹೊಸಳ್ಳಿ ಗ್ರಾಮ ಪಂಚಾಯತ ಅಧ್ಯಕ್ಷರು, ಪಿಡಿಓ, ಕೊಪ್ಪಳ ಗ್ರಾಮೀಣ ಪೊಲೀಸ್ ಠಾಣೆಯ ಅಧಿಕಾರಿಗಳು ಹಾಗೂ ಗ್ರಾಮಸ್ಥರು ಉಪಸ್ಥಿತರಿದ್ದರು. ಮೃತ ಮಕ್ಕಳ ಕುಟುಂಬಕ್ಕೆ ಸರ್ಕಾರದಿಂದ ಪರಿಹಾರ ಒದಗಿಸಲು ಕ್ರಮ ಕೈಗೊಳ್ಳಲಾಗುವುದು ಎಂದು ತಿಳಿಸಿದರು. xyxy=(68,1759,599,2068)
hosalli-headline-2: ಮಕ್ಕಳ ಹಕ್ಕುಗಳ ರಕ್ಷಣಾ ಆಯೋಗದ ಸದಸ್ಯರ ಭೇಟಿ xyxy=(113,1495,555,1526)
chetankumar-portrait-photo xyxy=(1161,185,1318,348)
